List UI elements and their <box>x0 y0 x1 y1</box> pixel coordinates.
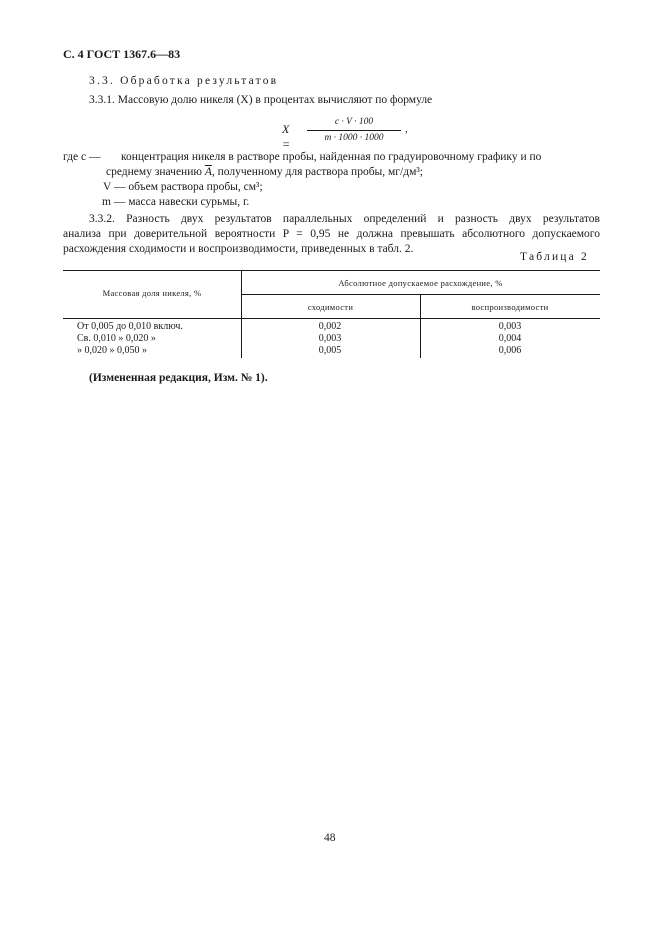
table-row-repeatability: 0,005 <box>318 345 342 356</box>
table-row-reproducibility: 0,003 <box>498 321 522 332</box>
table-row-reproducibility: 0,004 <box>498 333 522 344</box>
table-top-rule <box>63 270 600 271</box>
sub-header-reproducibility: воспроизводимости <box>471 302 549 312</box>
definition-c-line2-A: $\overline{A}$ <box>204 166 212 178</box>
fraction-bar <box>307 130 401 131</box>
paragraph-3-3-2-line1: 3.3.2. Разность двух результатов параллельных определений и разность двух результатов <box>89 213 600 225</box>
table-row-range: Св. 0,010 » 0,020 » <box>77 333 156 344</box>
formula-numerator: c · V · 100 <box>334 117 374 127</box>
col-header-mass-fraction: Массовая доля никеля, % <box>102 288 202 298</box>
table-header-rule <box>63 318 600 319</box>
definition-c-line1: концентрация никеля в растворе пробы, найденная по градуировочному графику и по <box>121 151 542 163</box>
table-row-range: От 0,005 до 0,010 включ. <box>77 321 183 332</box>
definition-v: V — объем раствора пробы, см³; <box>103 181 263 193</box>
paragraph-3-3-2-line2: анализа при доверительной вероятности P = 0,95 не должна превышать абсолютного допускаемого <box>63 228 600 240</box>
table-row-range: » 0,020 » 0,050 » <box>77 345 147 356</box>
formula-fraction <box>307 117 401 143</box>
table-caption: Таблица 2 <box>520 251 589 263</box>
section-title: 3.3. Обработка результатов <box>89 75 279 87</box>
paragraph-3-3-1: 3.3.1. Массовую долю никеля (X) в процентах вычисляют по формуле <box>89 94 433 106</box>
definition-m: m — масса навески сурьмы, г. <box>102 196 250 208</box>
table-row-repeatability: 0,003 <box>318 333 342 344</box>
definition-c-line2-a: среднему значению <box>106 166 205 178</box>
page-number: 48 <box>324 832 336 844</box>
formula-denominator: m · 1000 · 1000 <box>324 133 384 143</box>
formula-comma: , <box>405 123 408 135</box>
definition-c-line2-b: , полученному для раствора пробы, мг/дм³; <box>211 166 423 178</box>
formula-lhs: X = <box>282 122 291 151</box>
table-row-repeatability: 0,002 <box>318 321 342 332</box>
group-header-deviation: Абсолютное допускаемое расхождение, % <box>338 278 503 288</box>
definition-c-line2 <box>106 166 423 178</box>
definition-c-lead: где c — <box>63 151 101 163</box>
amendment-note: (Измененная редакция, Изм. № 1). <box>89 372 268 384</box>
table-row-reproducibility: 0,006 <box>498 345 522 356</box>
page-header: С. 4 ГОСТ 1367.6—83 <box>63 47 181 61</box>
paragraph-3-3-2-line3: расхождения сходимости и воспроизводимости, приведенных в табл. 2. <box>63 243 414 255</box>
sub-header-repeatability: сходимости <box>307 302 354 312</box>
